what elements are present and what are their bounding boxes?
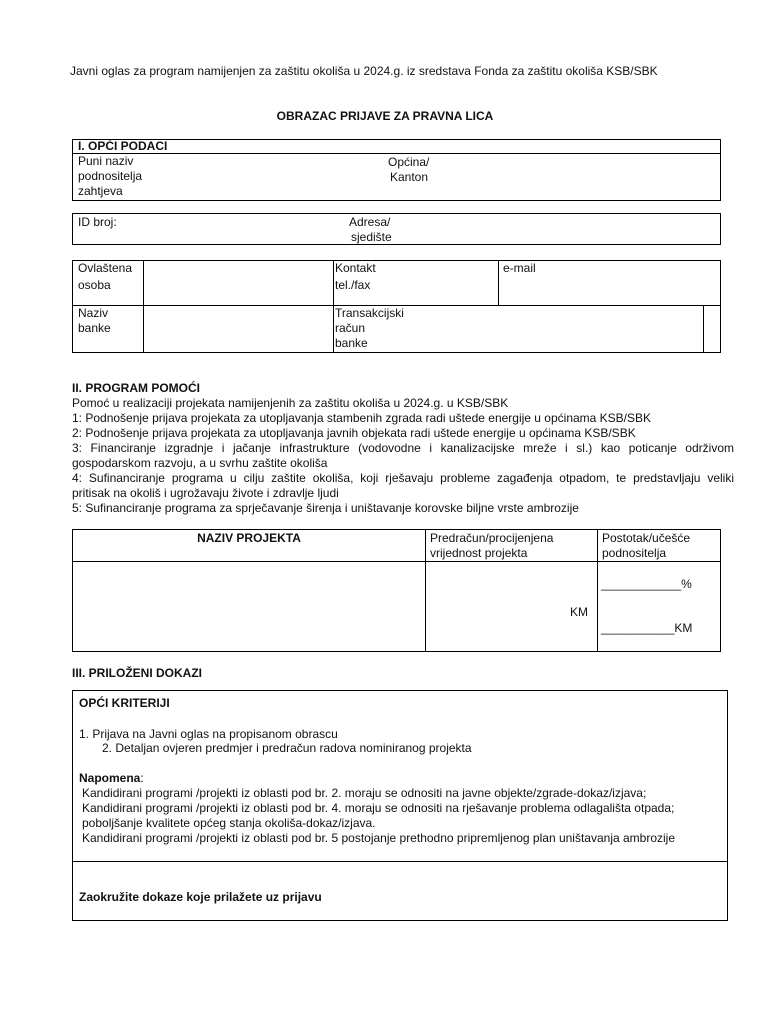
program-item-5: 5: Sufinanciranje programa za sprječavanje širenja i uništavanje korovske biljne vrste ambrozije — [72, 501, 579, 515]
section3-heading: III. PRILOŽENI DOKAZI — [72, 666, 203, 680]
id-number-label: ID broj: — [78, 215, 117, 229]
account-field[interactable] — [420, 307, 695, 349]
document-header: Javni oglas za program namijenjen za zaštitu okoliša u 2024.g. iz sredstava Fonda za zaštitu okoliša KSB/SBK — [70, 64, 658, 78]
project-value-currency: KM — [570, 605, 588, 619]
authorized-person-field[interactable] — [146, 262, 326, 302]
id-number-field[interactable] — [130, 215, 340, 241]
program-item-3-line1: 3: Financiranje izgradnje i jačanje infrastrukture (vodovodne i kanalizacijske mreže i sl.) kao poticanje održivom — [72, 441, 734, 455]
project-value-header: Predračun/procijenjena vrijednost projekta — [430, 531, 554, 560]
criteria-item-1: 1. Prijava na Javni oglas na propisanom obrascu — [79, 727, 338, 741]
program-item-3-line2: gospodarskom razvoju, a u svrhu zaštite okoliša — [72, 456, 328, 470]
share-percent-field[interactable]: ____________% — [601, 577, 692, 591]
program-intro: Pomoć u realizaciji projekata namijenjenih za zaštitu okoliša u 2024.g. u KSB/SBK — [72, 396, 509, 410]
program-item-4-line1: 4: Sufinanciranje programa u cilju zaštite okoliša, koji rješavaju probleme zagađenja otpadom, te predstavljaju veliki — [72, 471, 734, 485]
project-value-field[interactable] — [430, 580, 560, 620]
authorized-person-label: Ovlaštena osoba — [78, 261, 133, 292]
program-item-2: 2: Podnošenje prijava projekata za utopljavanja javnih objekata radi uštede energije u općinama KSB/SBK — [72, 426, 636, 440]
criteria-item-2: 2. Detaljan ovjeren predmjer i predračun radova nominiranog projekta — [102, 741, 472, 755]
section1-heading: I. OPĆI PODACI — [78, 139, 168, 153]
criteria-heading: OPĆI KRITERIJI — [79, 696, 170, 710]
section2-heading: II. PROGRAM POMOĆI — [72, 381, 201, 395]
note-line-4: Kandidirani programi /projekti iz oblasti pod br. 5 postojanje prethodno pripremljenog plan uništavanja ambrozije — [82, 831, 676, 845]
note-line-3: poboljšanje kvalitete općeg stanja okoliša-dokaz/izjava. — [82, 816, 376, 830]
note-line-1: Kandidirani programi /projekti iz oblasti pod br. 2. moraju se odnositi na javne objekte/zgrade-dokaz/izjava; — [82, 786, 647, 800]
applicant-share-header: Postotak/učešće podnositelja — [602, 531, 691, 560]
note-line-2: Kandidirani programi /projekti iz oblasti pod br. 4. moraju se odnositi na rješavanje problema odlagališta otpada; — [82, 801, 675, 815]
applicant-name-field[interactable] — [150, 155, 380, 197]
municipality-field[interactable] — [440, 155, 715, 197]
address-field[interactable] — [400, 215, 715, 241]
bank-name-field[interactable] — [146, 307, 326, 349]
applicant-name-label: Puni naziv podnositelja zahtjeva — [78, 154, 143, 198]
program-item-4-line2: pritisak na okoliš i ugrožavaju živote i zdravlje ljudi — [72, 486, 339, 500]
project-name-field[interactable] — [78, 566, 418, 646]
form-title: OBRAZAC PRIJAVE ZA PRAVNA LICA — [276, 109, 494, 123]
contact-label: Kontakt tel./fax — [335, 261, 376, 292]
program-item-1: 1: Podnošenje prijava projekata za utopljavanja stambenih zgrada radi uštede energije u općinama KSB/SBK — [72, 411, 652, 425]
project-name-header: NAZIV PROJEKTA — [197, 531, 301, 545]
account-label: Transakcijski račun banke — [335, 306, 404, 350]
municipality-label: Općina/ Kanton — [388, 155, 430, 184]
share-amount-field[interactable]: ___________KM — [601, 621, 693, 635]
note-heading: Napomena: — [79, 771, 144, 785]
email-label: e-mail — [503, 261, 536, 275]
circle-evidence-instruction: Zaokružite dokaze koje prilažete uz prijavu — [79, 890, 322, 904]
email-field[interactable] — [545, 262, 715, 302]
bank-name-label: Naziv banke — [78, 306, 111, 335]
address-label: Adresa/ sjedište — [349, 215, 392, 244]
